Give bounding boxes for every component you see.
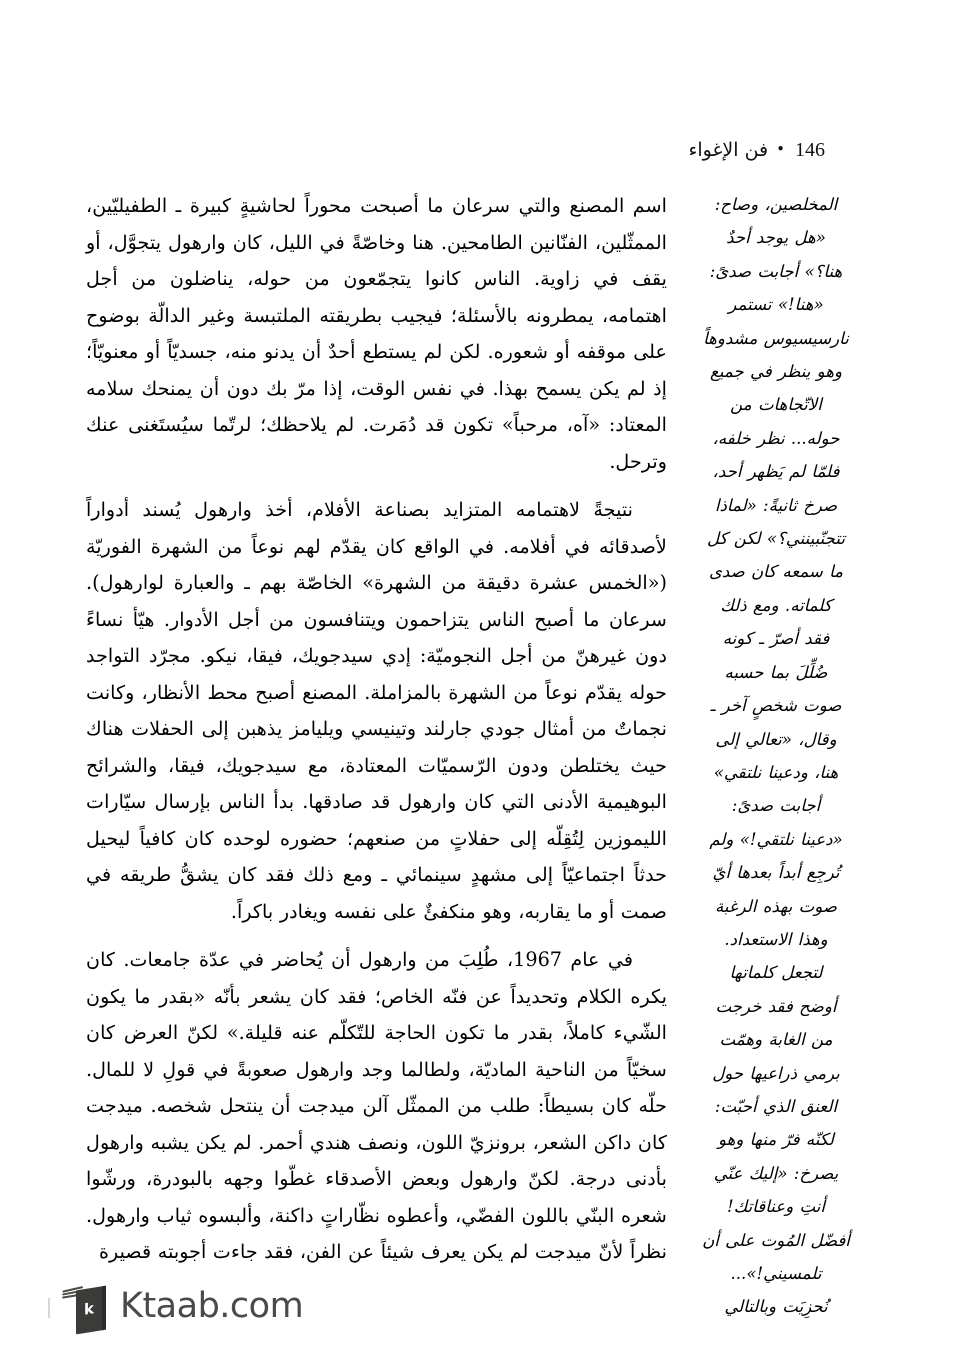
- margin-note-line: كلماته. ومع ذلك: [720, 595, 832, 615]
- margin-note-line: نارسيسيوس مشدوهاً: [703, 328, 849, 348]
- page-edge-tick: [48, 1298, 50, 1318]
- body-paragraph: في عام 1967، طُلِبَ من وارهول أن يُحاضر في عدّة جامعات. كان يكره الكلام وتحديداً عن فنّه الخاص؛ فقد كان يشعر بأنّه «بقدر ما يكون الشّيء كاملاً، بقدر ما تكون الحاجة للتّكلّم عنه قليلة.» لكنّ العرض كان سخيّاً من الناحية الماديّة، ولطالما وجد وارهول صعوبةً في قولِ لا للمال. حلّه كان بسيطاً: طلب من الممثّل آلن ميدجت أن ينتحل شخصه. ميدجت كان داكن الشعر، برونزيّ اللون، ونصف هندي أحمر. لم يكن يشبه وارهول بأدنى درجة. لكنّ وارهول وبعض الأصدقاء غطّوا وجهه بالبودرة، ورشّوا شعره البنّي باللون الفضّي، وأعطوه نظّاراتٍ داكنة، وألبسوه ثياب وارهول. نظراً لأنّ ميدجت لم يكن يعرف شيئاً عن الفن، فقد جاءت أجوبته قصيرة: [86, 948, 667, 1263]
- margin-note-line: صرخ ثانيةً: «لماذا: [714, 495, 838, 515]
- margin-note-line: فقد أصرّ ـ كونه: [722, 629, 830, 649]
- open-book-icon: [62, 1280, 106, 1332]
- margin-note-line: نُحزِيَت وبالتالي: [724, 1297, 828, 1317]
- margin-note-line: أنتِ وعناقاتك!: [726, 1197, 826, 1217]
- margin-note-line: لتجعل كلماتها: [729, 963, 823, 983]
- margin-note-line: من الغابة وهمّت: [719, 1030, 833, 1050]
- book-title: فن الإغواء: [688, 139, 769, 161]
- margin-note-line: برمي ذراعيها حول: [712, 1063, 840, 1083]
- margin-note-line: الاتّجاهات من: [730, 395, 822, 415]
- margin-note-line: صوت بهذه الرغبة: [715, 896, 837, 916]
- margin-note-line: تتجنّبينني؟» لكن كل: [706, 529, 846, 549]
- margin-note-line: تُرجِع أبداً بعدها أيّ: [712, 863, 840, 883]
- margin-note-column: [693, 188, 859, 1317]
- margin-note-line: «هل يوجد أحدٌ: [726, 228, 826, 248]
- body-paragraph: نتيجةً لاهتمامه المتزايد بصناعة الأفلام، أخذ وارهول يُسند أدواراً لأصدقائه في أفلامه. في الواقع كان يقدّم لهم نوعاً من الشهرة الفوريّة («الخمس عشرة دقيقة من الشهرة» الخاصّة بهم ـ والعبارة لوارهول). سرعان ما أصبح الناس يتزاحمون ويتنافسون من أجل الأدوار. هيّأ نساءً دون غيرهنّ من أجل النجوميّة: إدي سيدجويك، فيقا، نيكو. مجرّد التواجد حوله يقدّم نوعاً من الشهرة بالمزاملة. المصنع أصبح محط الأنظار، وكانت نجماتٌ من أمثال جودي جارلند وتينيسي ويليامز يذهبن إلى الحفلات هناك حيث يختلطن ودون الرّسميّات المعتادة، مع سيدجويك، فيقا، والشرائح البوهيمية الأدنى التي كان وارهول قد صادقها. بدأ الناس بإرسال سيّارات الليموزين لِتُقِلّه إلى حفلاتٍ من صنعهم؛ حضوره لوحده كان كافياً ليحيل حدثاً اجتماعيّاً إلى مشهدٍ سينمائي ـ ومع ذلك فقد كان يشقُّ طريقه في صمت أو ما يقاربه، وهو منكفئٌ على نفسه ويغادر باكراً.: [86, 498, 667, 923]
- margin-note-line: أفضّل المُوت على أن: [702, 1230, 850, 1250]
- margin-note-line: تلمسيني!»...: [730, 1264, 822, 1283]
- margin-note-line: ضُلِّلَ بما حسبه: [724, 662, 828, 682]
- book-letter: k: [84, 1299, 94, 1319]
- watermark-site-name: Ktaab.com: [120, 1285, 304, 1326]
- body-paragraph: اسم المصنع والتي سرعان ما أصبحت محوراً لحاشيةٍ كبيرة ـ الطفيليّين، الممثّلين، الفنّانين الطامحين. هنا وخاصّةً في الليل، كان وارهول يتجوَّل، أو يقف في زاوية. الناس كانوا يتجمّعون من حوله، يناضلون من أجل اهتمامه، يمطرونه بالأسئلة؛ فيجيب بطريقته الملتبسة وغير الدالّة بوضوح على موقفه أو شعوره. لكن لم يستطع أحدٌ أن يدنو منه، جسديّاً أو معنويّاً؛ إذ لم يكن يسمح بهذا. في نفس الوقت، إذا مرّ بك دون أن يمنحك سلامه المعتاد: «آه، مرحباً» تكون قد دُمَرت. لم يلاحظك؛ لرتّما سيُستَغنى عنك وترحل.: [86, 194, 667, 473]
- margin-note-line: هنا؟» أجابت صدىً:: [709, 261, 843, 281]
- margin-note-line: وهذا الاستعداد.: [724, 929, 828, 949]
- main-text-column: [86, 188, 667, 1263]
- page-number: 146: [795, 139, 825, 161]
- margin-note-line: لكنّه فرّ منها وهو: [718, 1130, 834, 1150]
- margin-note-line: يصرخ: «إليك عنّي: [713, 1163, 839, 1183]
- running-head-separator: •: [776, 140, 785, 158]
- margin-note-line: أوضح فقد خرجت: [715, 996, 837, 1016]
- ktaab-watermark: [62, 1280, 303, 1332]
- margin-note-line: هنا، ودعينا نلتقي»: [713, 762, 839, 782]
- margin-note-line: صوت شخصٍ آخر ـ: [710, 696, 842, 716]
- margin-note-line: ما سمعه كان صدى: [708, 562, 844, 582]
- margin-note-line: وهو ينظر في جميع: [709, 362, 842, 382]
- margin-note-line: «هنا!» تستمر: [728, 295, 824, 315]
- margin-note-line: فلمّا لم يَظهر أحد،: [712, 462, 840, 482]
- margin-note-line: العنق الذي أحبّت:: [714, 1096, 838, 1116]
- margin-note-line: أجابت صدىً:: [731, 796, 821, 816]
- running-head: [0, 140, 825, 160]
- margin-note-line: وقال، «تعالي إلى: [715, 729, 837, 749]
- margin-note-line: المخلصين، وصاح:: [714, 195, 838, 214]
- margin-note-line: «دعينا نلتقي!» ولم: [709, 829, 843, 849]
- margin-note-line: حوله... نظر خلفه،: [712, 428, 840, 448]
